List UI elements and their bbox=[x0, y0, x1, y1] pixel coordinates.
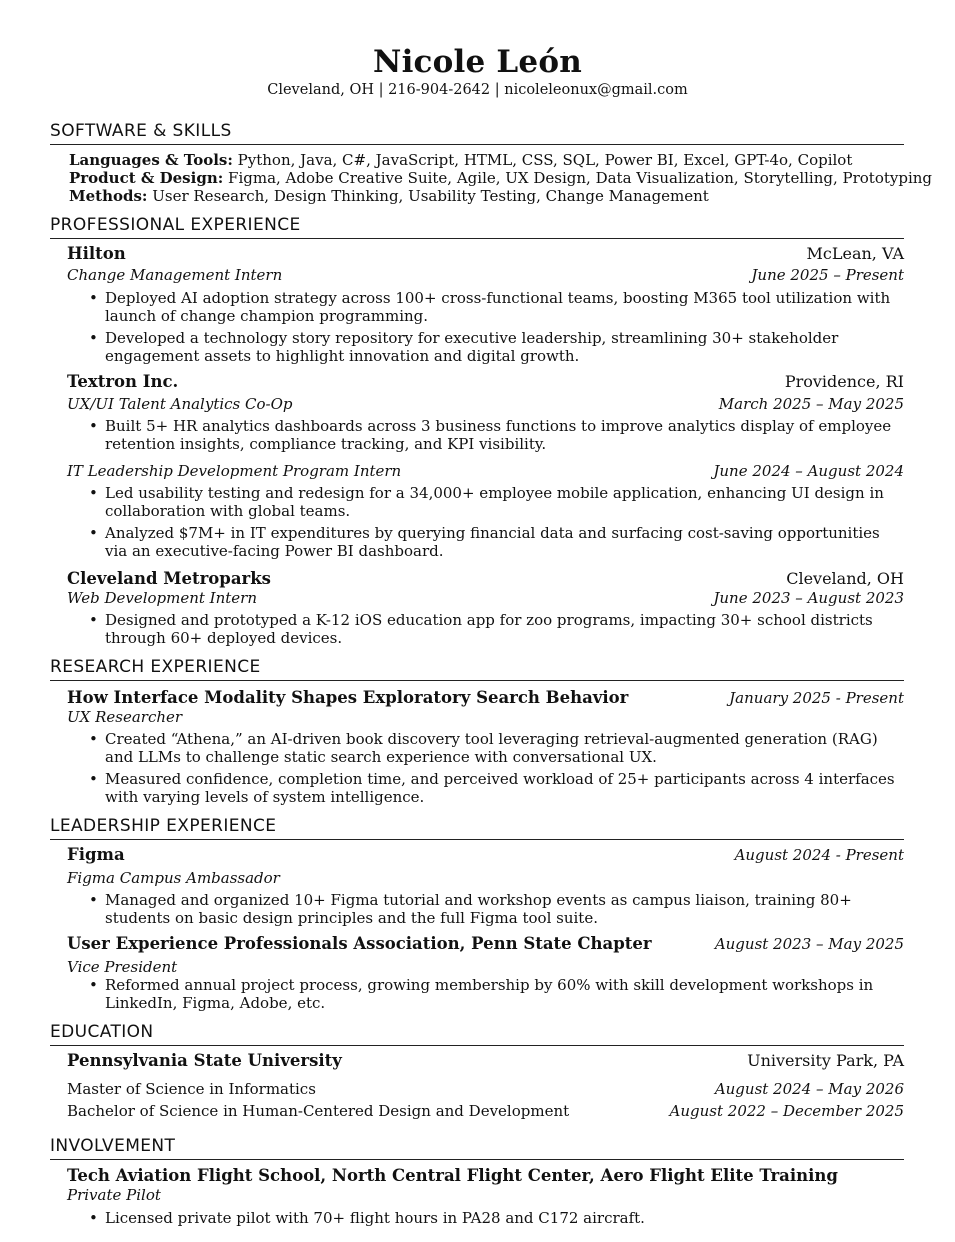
job-title: IT Leadership Development Program Intern bbox=[67, 462, 402, 480]
job-dates: August 2024 - Present bbox=[734, 846, 904, 864]
skills-list bbox=[69, 151, 933, 205]
school-location: University Park, PA bbox=[747, 1051, 904, 1070]
entry-role-figma bbox=[67, 868, 904, 890]
skills-row-languages bbox=[69, 151, 904, 169]
school-name: Pennsylvania State University bbox=[67, 1051, 342, 1070]
section-heading-leadership: LEADERSHIP EXPERIENCE bbox=[50, 815, 904, 840]
section-heading-skills: SOFTWARE & SKILLS bbox=[50, 120, 904, 145]
org-location: McLean, VA bbox=[806, 244, 904, 263]
skills-value: Python, Java, C#, JavaScript, HTML, CSS, SQL, Power BI, Excel, GPT-4o, Copilot bbox=[232, 151, 853, 169]
org-name: Tech Aviation Flight School, North Central Flight Center, Aero Flight Elite Training bbox=[67, 1166, 838, 1185]
skills-label: Methods: bbox=[69, 187, 148, 205]
job-title: Vice President bbox=[67, 958, 178, 976]
research-title: How Interface Modality Shapes Exploratory Search Behavior bbox=[67, 688, 629, 707]
skills-label: Product & Design: bbox=[69, 169, 224, 187]
org-name: Hilton bbox=[67, 244, 126, 263]
skills-value: Figma, Adobe Creative Suite, Agile, UX Design, Data Visualization, Storytelling, Prototyping bbox=[223, 169, 933, 187]
entry-role-textron-ldp bbox=[67, 461, 904, 483]
job-dates: March 2025 – May 2025 bbox=[718, 395, 904, 413]
job-title: UX/UI Talent Analytics Co-Op bbox=[67, 395, 293, 413]
section-heading-research: RESEARCH EXPERIENCE bbox=[50, 656, 904, 681]
job-dates: June 2025 – Present bbox=[751, 266, 904, 284]
research-dates: January 2025 - Present bbox=[729, 689, 904, 707]
org-name: Textron Inc. bbox=[67, 372, 179, 391]
org-name: User Experience Professionals Association, Penn State Chapter bbox=[67, 934, 652, 953]
degree-dates: August 2022 – December 2025 bbox=[669, 1102, 904, 1120]
entry-role-research bbox=[67, 707, 904, 729]
entry-header-metroparks bbox=[67, 568, 904, 590]
entry-header-education bbox=[67, 1050, 904, 1072]
job-dates: August 2023 – May 2025 bbox=[714, 935, 904, 953]
entry-header-textron bbox=[67, 371, 904, 393]
degree-row-bachelors bbox=[67, 1101, 904, 1123]
job-title: Private Pilot bbox=[67, 1186, 161, 1204]
job-title: UX Researcher bbox=[67, 708, 183, 726]
org-name: Figma bbox=[67, 845, 125, 864]
skills-row-design bbox=[69, 169, 933, 187]
skills-label: Languages & Tools: bbox=[69, 151, 233, 169]
job-dates: June 2023 – August 2023 bbox=[713, 589, 904, 607]
entry-header-research bbox=[67, 687, 904, 709]
resume-page: Nicole León Cleveland, OH | 216-904-2642 | nicoleleonux@gmail.com SOFTWARE & SKILLS Languages & Tools: Python, Java, C#, JavaScript, HTML, CSS, SQL, Power BI, Excel, GPT-4o, Copilot Product & Design: Figma, Adobe Creative Suite, Agile, UX Design, Data Visualization, Storytelling, Prototyping Methods: User Research, Design Thinking, Usability Testing, Change Management PROFESSIONAL EXPERIENCE Hilton McLean, VA Change Management Intern June 2025 – Present • Deployed AI adoption strategy across 100+ cross-functional teams, boosting M365 tool utilization with launch of change champion programming. • Developed a technology story repository for executive leadership, streamlining 30+ stakeholder engagement assets to highlight innovation and digital growth. Textron Inc. Providence, RI UX/UI Talent Analytics Co-Op March 2025 – May 2025 • Built 5+ HR analytics dashboards across 3 business functions to improve analytics display of employee retention insights, compliance tracking, and KPI visibility. IT Leadership Development Program Intern June 2024 – August 2024 • Led usability testing and redesign for a 34,000+ employee mobile application, enhancing UI design in collaboration with global teams. • Analyzed $7M+ in IT expenditures by querying financial data and surfacing cost-saving opportunities via an executive-facing Power BI dashboard. Cleveland Metroparks Cleveland, OH Web Development Intern June 2023 – August 2023 • Designed and prototyped a K-12 iOS education app for zoo programs, impacting 30+ school districts through 60+ deployed devices. RESEARCH EXPERIENCE How Interface Modality Shapes Exploratory Search Behavior January 2025 - Present UX Researcher • Created “Athena,” an AI-driven book discovery tool leveraging retrieval-augmented generation (RAG) and LLMs to challenge static search experience with conversational UX. • Measured confidence, completion time, and perceived workload of 25+ participants across 4 interfaces with varying levels of system intelligence. LEADERSHIP EXPERIENCE Figma August 2024 - Present Figma Campus Ambassador • Managed and organized 10+ Figma tutorial and workshop events as campus liaison, training 80+ students on basic design principles and the full Figma tool suite. User Experience Professionals Association, Penn State Chapter August 2023 – May 2025 Vice President • Reformed annual project process, growing membership by 60% with skill development workshops in LinkedIn, Figma, Adobe, etc. EDUCATION Pennsylvania State University University Park, PA Master of Science in Informatics August 2024 – May 2026 Bachelor of Science in Human-Centered Design and Development August 2022 – December 2025 INVOLVEMENT Tech Aviation Flight School, North Central Flight Center, Aero Flight Elite Training Private Pilot • Licensed private pilot with 70+ flight hours in PA28 and C172 aircraft. bbox=[0, 0, 955, 1242]
entry-header-figma bbox=[67, 844, 904, 866]
skills-value: User Research, Design Thinking, Usability Testing, Change Management bbox=[147, 187, 709, 205]
entry-header-involvement bbox=[67, 1165, 904, 1187]
entry-role-metroparks bbox=[67, 588, 904, 610]
degree-row-masters bbox=[67, 1079, 904, 1101]
job-dates: June 2024 – August 2024 bbox=[713, 462, 904, 480]
section-heading-education: EDUCATION bbox=[50, 1021, 904, 1046]
entry-header-hilton bbox=[67, 243, 904, 265]
entry-role-involvement bbox=[67, 1185, 904, 1207]
entry-role-hilton bbox=[67, 265, 904, 287]
degree-name: Master of Science in Informatics bbox=[67, 1080, 316, 1098]
entry-header-uxpa bbox=[67, 933, 904, 955]
org-location: Providence, RI bbox=[784, 372, 904, 391]
job-title: Change Management Intern bbox=[67, 266, 283, 284]
org-name: Cleveland Metroparks bbox=[67, 569, 271, 588]
section-heading-professional: PROFESSIONAL EXPERIENCE bbox=[50, 214, 904, 239]
section-heading-involvement: INVOLVEMENT bbox=[50, 1135, 904, 1160]
candidate-name: Nicole León bbox=[373, 44, 582, 80]
degree-name: Bachelor of Science in Human-Centered Design and Development bbox=[67, 1102, 570, 1120]
job-title: Web Development Intern bbox=[67, 589, 258, 607]
skills-row-methods bbox=[69, 187, 904, 205]
contact-line: Cleveland, OH | 216-904-2642 | nicoleleonux@gmail.com bbox=[267, 82, 688, 98]
entry-role-textron-coop bbox=[67, 394, 904, 416]
job-title: Figma Campus Ambassador bbox=[67, 869, 280, 887]
degree-dates: August 2024 – May 2026 bbox=[714, 1080, 904, 1098]
org-location: Cleveland, OH bbox=[786, 569, 904, 588]
